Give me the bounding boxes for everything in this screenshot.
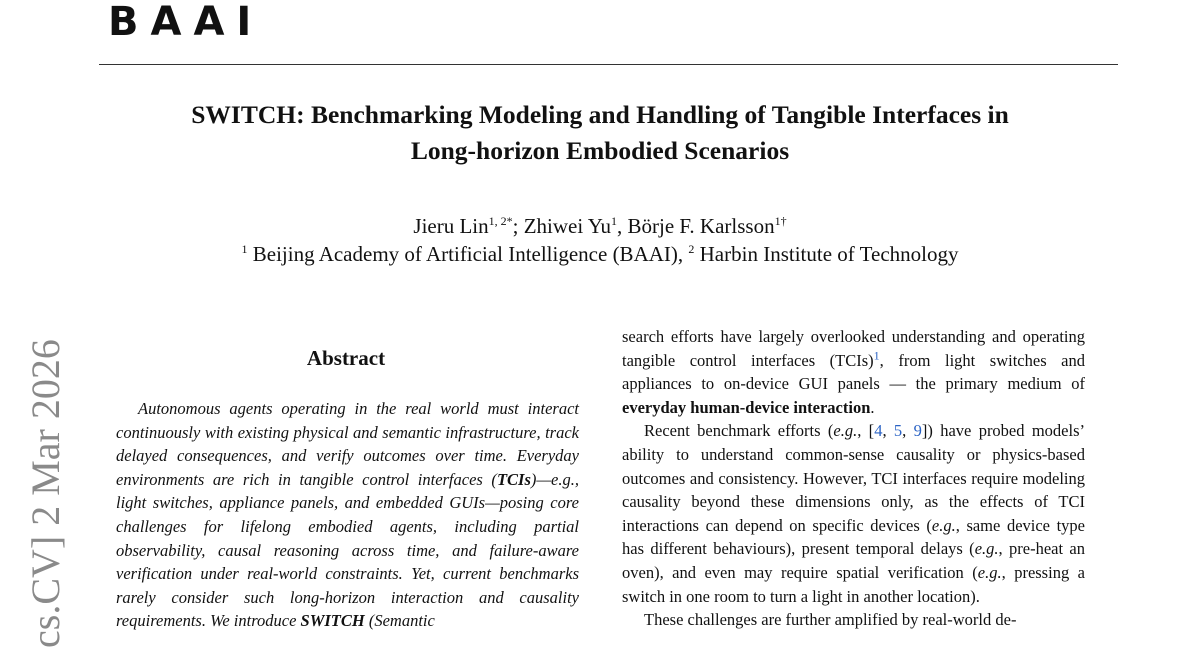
eg-italic: e.g. [833, 421, 858, 441]
author-1-affil: 1, 2 [488, 214, 507, 228]
citation-link[interactable]: 9 [913, 421, 922, 441]
abstract-tci-term: TCIs [496, 469, 531, 489]
affil-1: Beijing Academy of Artificial Intelligence (BAAI), [252, 242, 684, 266]
eg-italic: e.g. [974, 539, 999, 559]
body-text: , [ [857, 421, 875, 441]
abstract-text: )—e.g., light switches, appliance panels, and embedded GUIs—posing core challenges for lifelong embodied agents, including partial observability, causal reasoning across time, and failure-aware verification under real-world constraints. Yet, current benchmarks rarely consider such long-horizon interaction and causality requirements. We introduce [116, 469, 579, 631]
eg-italic: e.g. [977, 562, 1002, 582]
footnote-link[interactable]: 1 [873, 348, 880, 363]
abstract-switch-term: SWITCH [300, 611, 365, 631]
author-3-affil: 1† [774, 214, 787, 228]
author-1: Jieru Lin [413, 214, 489, 238]
body-text: search efforts have largely overlooked understanding and operating tangible control interfaces (TCIs) [622, 327, 1085, 370]
author-list: Jieru Lin$^{1, 2*}$; Zhiwei Yu$^1$, Börje F. Karlsson$^{1\dagger}$ [413, 214, 787, 238]
citation-link[interactable]: 5 [893, 421, 903, 441]
abstract-paragraph [116, 397, 579, 633]
intro-paragraph-2 [622, 419, 1085, 608]
affil-2: Harbin Institute of Technology [699, 242, 959, 266]
intro-column [622, 325, 1085, 632]
baai-logo: BAAI [108, 0, 264, 45]
body-text: Recent benchmark efforts ( [644, 421, 834, 441]
eg-italic: e.g. [931, 515, 956, 535]
abstract-heading: Abstract [306, 346, 386, 370]
body-text: , pressing a switch in one room to turn a light in another location). [622, 562, 1085, 606]
body-text: , same device type has different behaviours), present temporal delays ( [622, 515, 1086, 559]
abstract-body [116, 397, 579, 633]
body-text: , pre-heat an oven), and even may require spatial verification ( [622, 539, 1086, 582]
author-1-mark: * [506, 214, 513, 228]
title-line-2: Long-horizon Embodied Scenarios [410, 136, 790, 165]
affiliation-list [100, 240, 1100, 268]
affil-2-num: 2 [688, 242, 695, 256]
body-text: , [882, 421, 894, 441]
abstract-text: Autonomous agents operating in the real world must interact continuously with existing physical and semantic infrastructure, track delayed consequences, and verify outcomes over time. Everyday environments are rich in tangible control interfaces ( [116, 399, 579, 489]
arxiv-stamp: cs.CV] 2 Mar 2026 [23, 339, 68, 648]
bold-phrase: everyday human-device interaction [622, 397, 871, 417]
body-text: , [902, 421, 914, 441]
body-text: . [870, 397, 875, 417]
author-3: Börje F. Karlsson [627, 214, 775, 238]
intro-paragraph-1 [622, 325, 1085, 419]
header-rule [99, 64, 1118, 65]
affil-1-num: 1 [241, 242, 248, 256]
intro-paragraph-3: These challenges are further amplified by real-world de- [644, 610, 1017, 630]
body-text: ]) have probed models’ ability to understand common-sense causality or physics-based outcomes and consistency. However, TCI interfaces require modeling causality beyond these dimensions only, as the effects of TCI interactions can depend on specific devices ( [622, 421, 1086, 535]
author-2-affil: 1 [611, 214, 618, 228]
author-2: Zhiwei Yu [523, 214, 612, 238]
abstract-text: (Semantic [364, 611, 435, 631]
body-text: , from light switches and appliances to on-device GUI panels — the primary medium of [622, 350, 1085, 394]
paper-title [100, 97, 1100, 169]
citation-link[interactable]: 4 [874, 421, 883, 441]
title-line-1: SWITCH: Benchmarking Modeling and Handling of Tangible Interfaces in [191, 100, 1009, 129]
